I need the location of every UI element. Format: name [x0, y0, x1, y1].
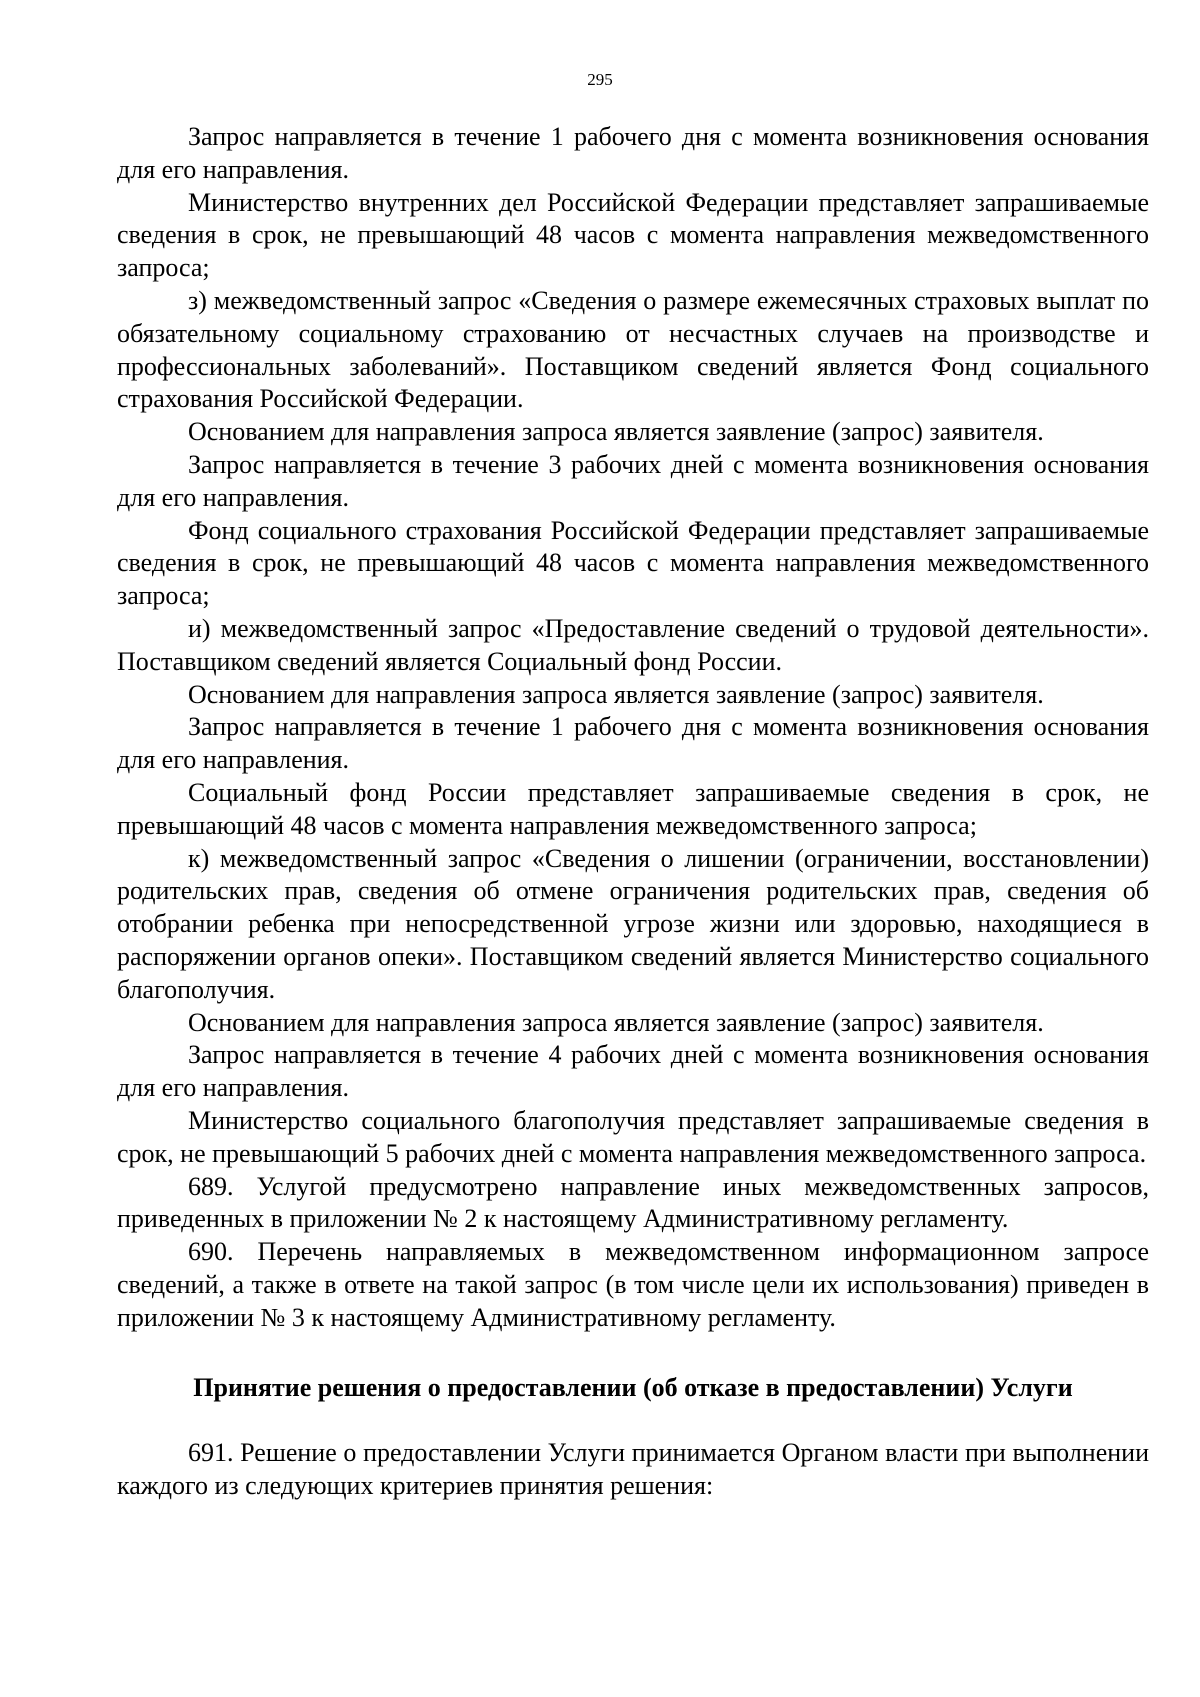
paragraph: з) межведомственный запрос «Сведения о размере ежемесячных страховых выплат по обязательному социальному страхованию от несчастных случаев на производстве и профессиональных заболеваний». Поставщиком сведений является Фонд социального страхования Российской Федерации.	[117, 285, 1149, 414]
document-body	[117, 121, 1149, 1503]
paragraph: и) межведомственный запрос «Предоставление сведений о трудовой деятельности». Поставщиком сведений является Социальный фонд России.	[117, 613, 1149, 676]
paragraph: Министерство социального благополучия представляет запрашиваемые сведения в срок, не превышающий 5 рабочих дней с момента направления межведомственного запроса.	[117, 1105, 1149, 1168]
paragraph: Фонд социального страхования Российской Федерации представляет запрашиваемые сведения в срок, не превышающий 48 часов с момента направления межведомственного запроса;	[117, 515, 1149, 611]
paragraph: Министерство внутренних дел Российской Федерации представляет запрашиваемые сведения в срок, не превышающий 48 часов с момента направления межведомственного запроса;	[117, 187, 1149, 283]
paragraph: Запрос направляется в течение 1 рабочего дня с момента возникновения основания для его направления.	[117, 122, 1149, 184]
page-number: 295	[587, 70, 613, 89]
section-heading: Принятие решения о предоставлении (об отказе в предоставлении) Услуги	[193, 1373, 1073, 1403]
paragraph: Запрос направляется в течение 4 рабочих дней с момента возникновения основания для его направления.	[117, 1040, 1149, 1103]
paragraph: Социальный фонд России представляет запрашиваемые сведения в срок, не превышающий 48 часов с момента направления межведомственного запроса;	[117, 777, 1149, 840]
paragraph: 691. Решение о предоставлении Услуги принимается Органом власти при выполнении каждого из следующих критериев принятия решения:	[117, 1438, 1149, 1501]
paragraph: Основанием для направления запроса является заявление (запрос) заявителя.	[188, 679, 1044, 709]
paragraph: Основанием для направления запроса является заявление (запрос) заявителя.	[188, 1007, 1044, 1037]
paragraph: 689. Услугой предусмотрено направление иных межведомственных запросов, приведенных в приложении № 2 к настоящему Административному регламенту.	[117, 1171, 1149, 1234]
paragraph: Запрос направляется в течение 1 рабочего дня с момента возникновения основания для его направления.	[117, 712, 1149, 775]
paragraph: 690. Перечень направляемых в межведомственном информационном запросе сведений, а также в ответе на такой запрос (в том числе цели их использования) приведен в приложении № 3 к настоящему Административному регламенту.	[117, 1237, 1149, 1332]
paragraph: Основанием для направления запроса является заявление (запрос) заявителя.	[188, 417, 1044, 447]
paragraph: Запрос направляется в течение 3 рабочих дней с момента возникновения основания для его направления.	[117, 449, 1149, 512]
paragraph: к) межведомственный запрос «Сведения о лишении (ограничении, восстановлении) родительских прав, сведения об отмене ограничения родительских прав, сведения об отобрании ребенка при непосредственной угрозе жизни или здоровью, находящиеся в распоряжении органов опеки». Поставщиком сведений является Министерство социального благополучия.	[117, 843, 1149, 1004]
